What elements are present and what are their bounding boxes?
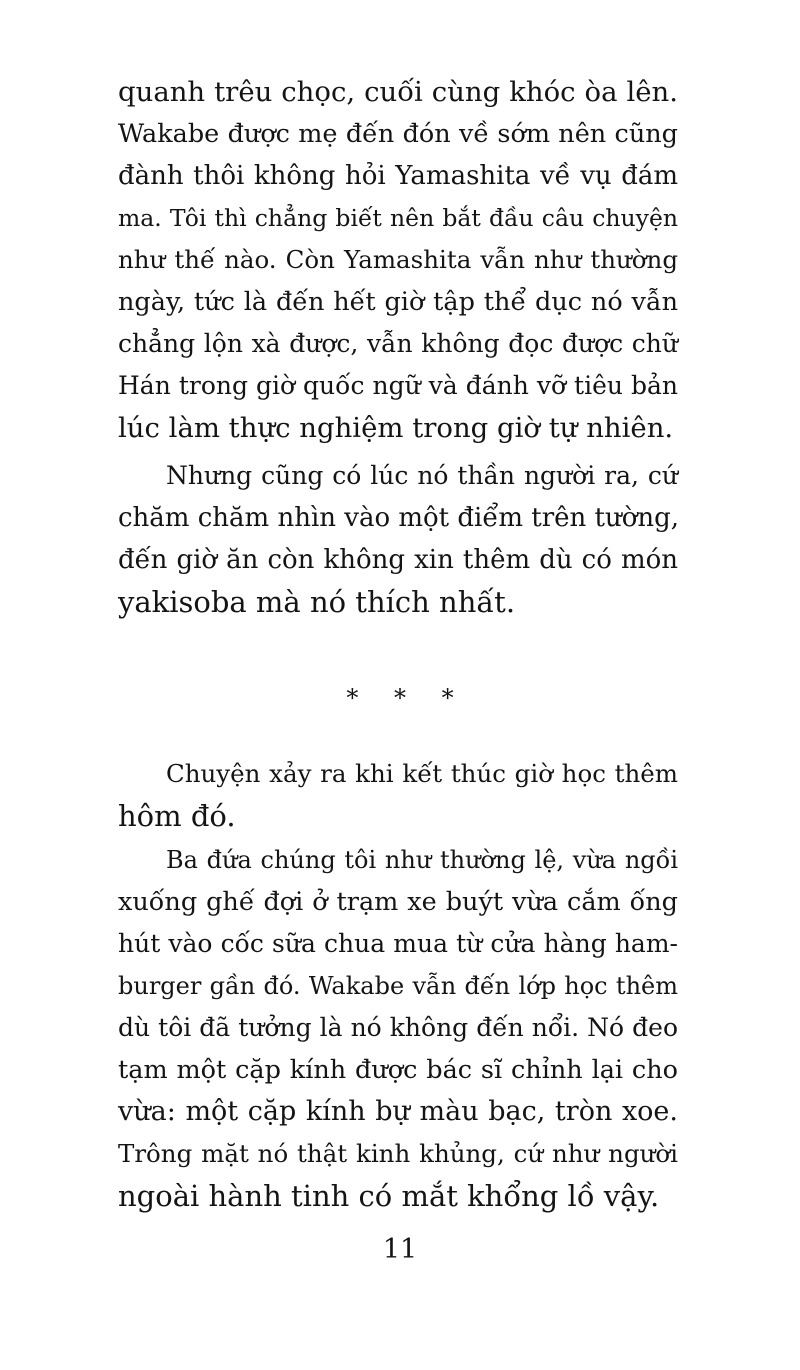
text-line: Nhưng cũng có lúc nó thần người ra, cứ — [166, 461, 678, 490]
text-line: ngoài hành tinh có mắt khổng lồ vậy. — [118, 1179, 660, 1213]
text-line: ma. Tôi thì chẳng biết nên bắt đầu câu chuyện — [118, 204, 678, 232]
text-line: yakisoba mà nó thích nhất. — [118, 585, 516, 619]
text-line: ngày, tức là đến hết giờ tập thể dục nó vẫn — [118, 287, 678, 317]
text-line: xuống ghế đợi ở trạm xe buýt vừa cắm ống — [118, 887, 678, 917]
text-line: Hán trong giờ quốc ngữ và đánh vỡ tiêu bản — [118, 371, 678, 400]
text-line: burger gần đó. Wakabe vẫn đến lớp học thêm — [118, 972, 678, 1000]
text-line: Chuyện xảy ra khi kết thúc giờ học thêm — [166, 759, 678, 788]
page-number: 11 — [382, 1234, 418, 1265]
text-line: tạm một cặp kính được bác sĩ chỉnh lại cho — [118, 1055, 678, 1085]
text-line: đành thôi không hỏi Yamashita về vụ đám — [118, 161, 678, 191]
text-line: như thế nào. Còn Yamashita vẫn như thường — [118, 245, 678, 274]
text-line: lúc làm thực nghiệm trong giờ tự nhiên. — [118, 412, 674, 444]
text-line: chẳng lộn xà được, vẫn không đọc được chữ — [118, 329, 678, 358]
text-line: vừa: một cặp kính bự màu bạc, tròn xoe. — [118, 1096, 678, 1127]
text-line: đến giờ ăn còn không xin thêm dù có món — [118, 545, 678, 575]
text-line: Trông mặt nó thật kinh khủng, cứ như người — [118, 1139, 678, 1168]
text-line: Ba đứa chúng tôi như thường lệ, vừa ngồi — [166, 846, 678, 874]
text-line: dù tôi đã tưởng là nó không đến nổi. Nó đeo — [118, 1013, 678, 1042]
section-divider: * * * — [346, 684, 468, 712]
text-line: hút vào cốc sữa chua mua từ cửa hàng ham- — [118, 929, 678, 958]
text-line: chăm chăm nhìn vào một điểm trên tường, — [118, 503, 680, 533]
text-line: hôm đó. — [118, 799, 236, 833]
text-line: Wakabe được mẹ đến đón về sớm nên cũng — [118, 119, 678, 149]
text-line: quanh trêu chọc, cuối cùng khóc òa lên. — [118, 76, 678, 108]
